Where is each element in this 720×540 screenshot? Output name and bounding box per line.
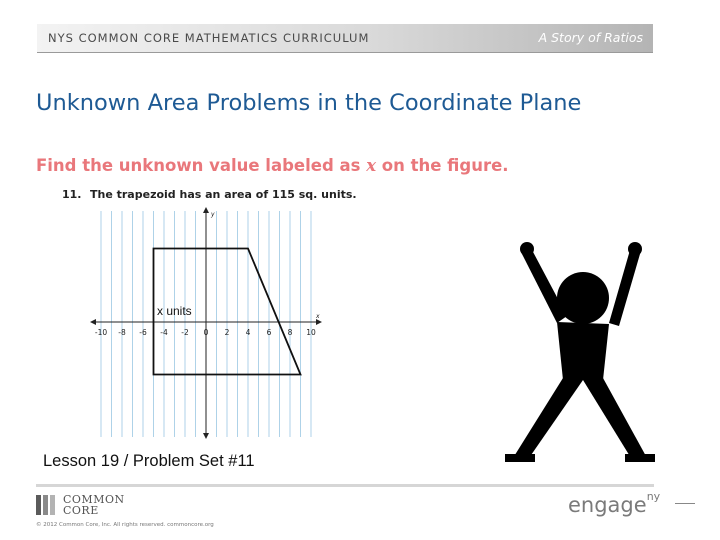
figure-right-hand (628, 242, 642, 256)
x-tick-label: 8 (287, 328, 293, 337)
x-tick-label: 6 (266, 328, 272, 337)
common-core-bars-icon (36, 495, 60, 515)
problem-statement: The trapezoid has an area of 115 sq. units. (90, 188, 357, 201)
figure-right-leg (583, 378, 647, 458)
instruction-prefix: Find the unknown value labeled as (36, 156, 367, 175)
y-axis-arrow-bottom (203, 433, 209, 439)
engage-ny: ny (646, 490, 661, 503)
figure-right-foot (625, 454, 655, 462)
footer-dash (675, 503, 695, 504)
figure-left-foot (505, 454, 535, 462)
figure-left-leg (513, 378, 583, 458)
y-axis-arrow-top (203, 207, 209, 213)
common-core-word-2: CORE (63, 504, 99, 517)
region-label: x units (157, 304, 192, 318)
instruction-variable: x (366, 156, 377, 175)
celebrating-person-illustration (505, 240, 655, 465)
x-tick-label: -4 (160, 328, 168, 337)
x-tick-label: 0 (203, 328, 209, 337)
x-tick-label: 10 (306, 328, 316, 337)
header-bar (37, 24, 653, 53)
x-axis-arrow-left (90, 319, 96, 325)
engageny-logo (568, 490, 661, 517)
lesson-label-box (38, 447, 318, 477)
figure-left-hand (520, 242, 534, 256)
common-core-word-1: COMMON (63, 493, 125, 506)
problem-number: 11. (62, 188, 82, 201)
x-tick-label: 4 (245, 328, 251, 337)
x-tick-label: -6 (139, 328, 147, 337)
slide-title: Unknown Area Problems in the Coordinate Plane (36, 90, 582, 116)
x-tick-label: -8 (118, 328, 126, 337)
coordinate-plane (86, 205, 326, 445)
axes (90, 207, 322, 439)
instruction-suffix: on the figure. (376, 156, 509, 175)
x-axis-label: x (316, 313, 320, 320)
instruction-text (36, 156, 509, 175)
curriculum-title: NYS COMMON CORE MATHEMATICS CURRICULUM (48, 31, 370, 45)
x-tick-label: 2 (224, 328, 230, 337)
footer-rule (36, 484, 654, 487)
copyright-notice: © 2012 Common Core, Inc. All rights reserved. commoncore.org (36, 522, 214, 528)
y-axis-label: y (211, 211, 215, 218)
common-core-logo (36, 492, 146, 516)
series-name: A Story of Ratios (538, 30, 643, 45)
lesson-label: Lesson 19 / Problem Set #11 (43, 452, 255, 470)
figure-right-arm (609, 250, 640, 326)
figure-torso (557, 322, 609, 380)
x-tick-label: -2 (181, 328, 189, 337)
engage-word: engage (568, 493, 647, 517)
x-tick-label: -10 (94, 328, 108, 337)
